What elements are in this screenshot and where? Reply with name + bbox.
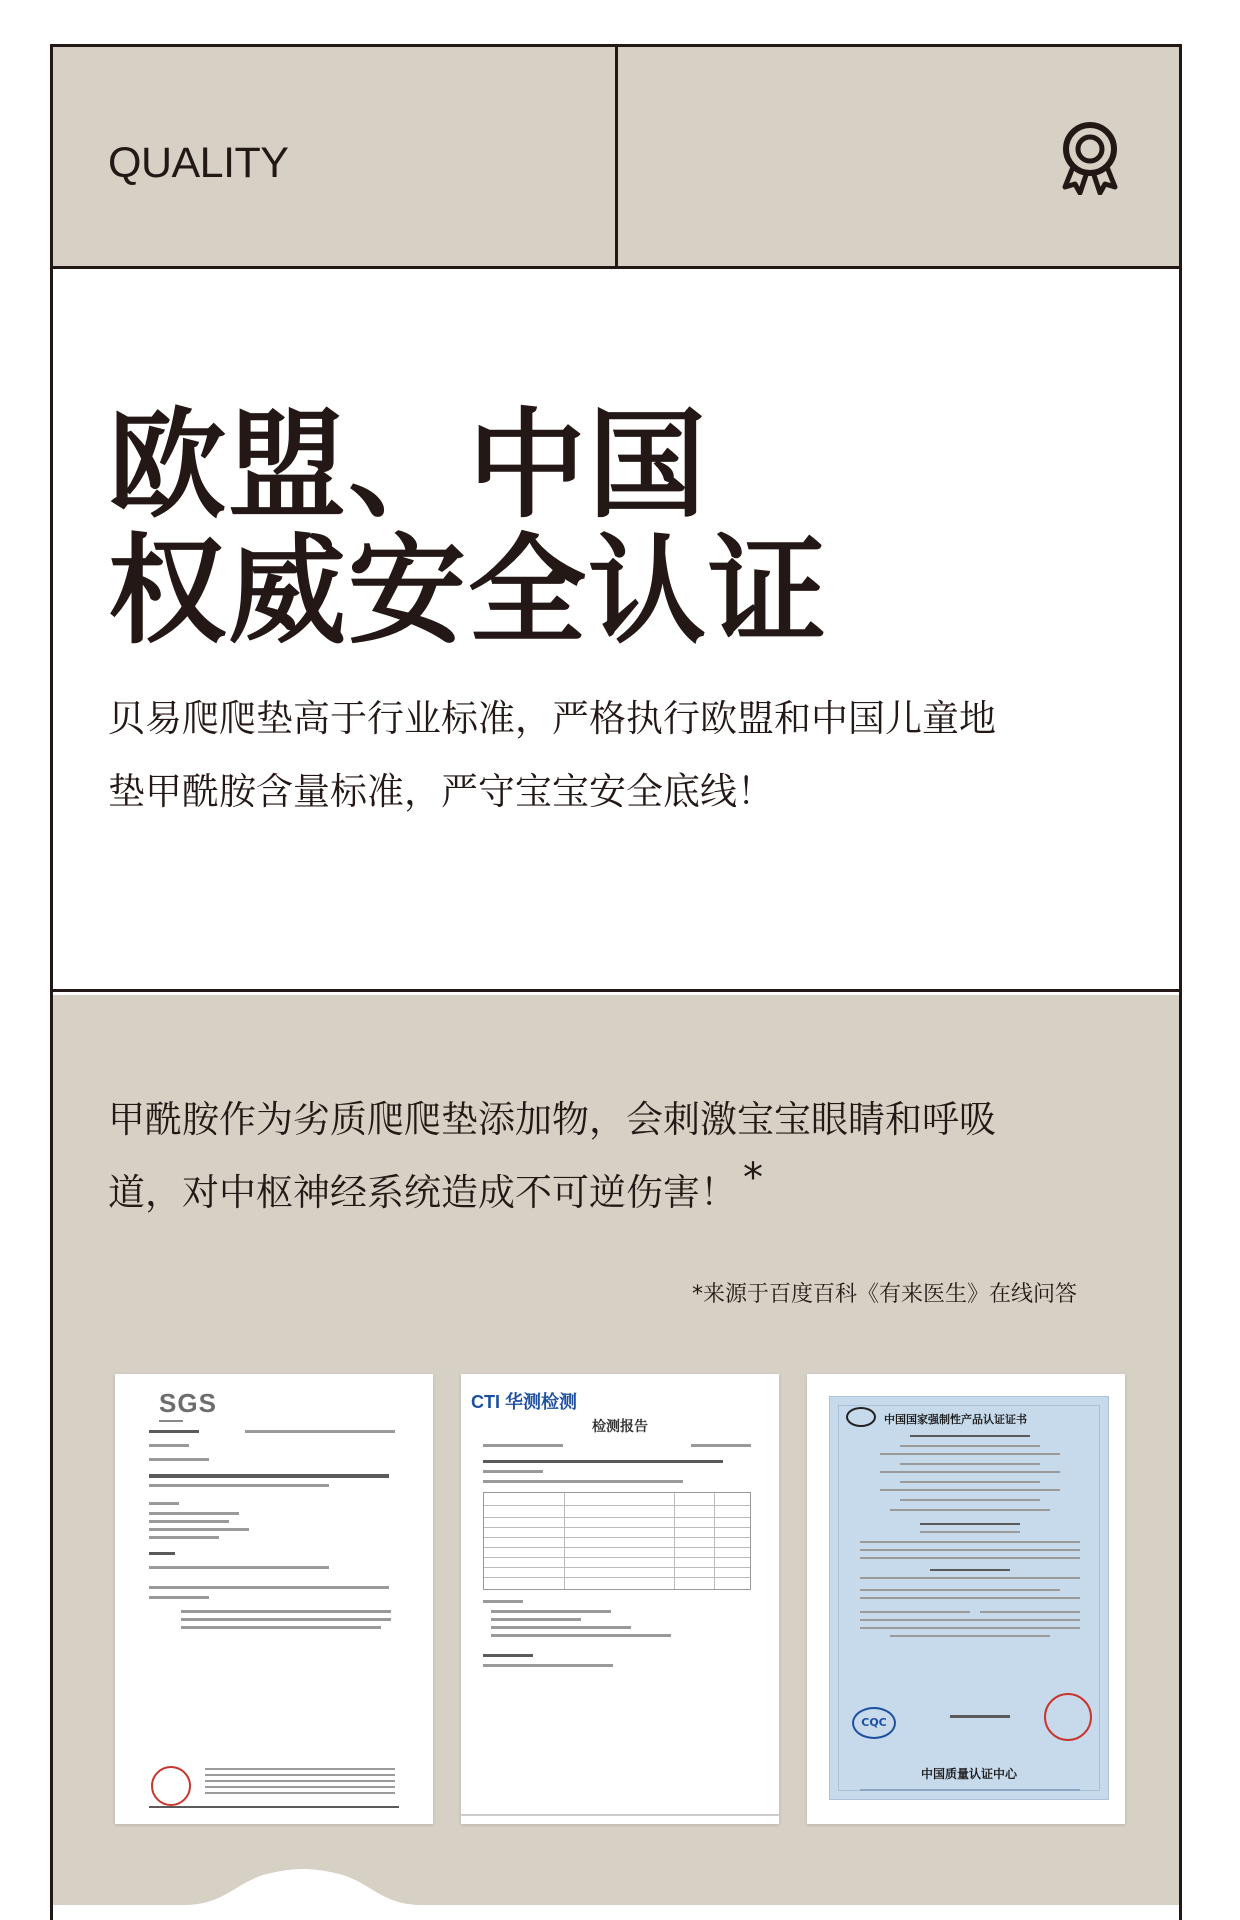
headline-line-1: 欧盟、中国 bbox=[108, 396, 709, 534]
cti-certificate[interactable] bbox=[461, 1374, 779, 1824]
intro-section bbox=[53, 272, 1179, 992]
source-note: *来源于百度百科《有来医生》在线问答 bbox=[691, 1282, 1077, 1307]
cti-report-title: 检测报告 bbox=[592, 1419, 648, 1435]
description bbox=[108, 682, 1128, 828]
quality-label: QUALITY bbox=[108, 139, 289, 187]
sgs-certificate[interactable] bbox=[115, 1374, 433, 1824]
warning-line-2-text: 道，对中枢神经系统造成不可逆伤害！ bbox=[108, 1171, 737, 1214]
medal-icon bbox=[1059, 121, 1121, 195]
ccc-issuer: 中国质量认证中心 bbox=[920, 1767, 1017, 1781]
cqc-logo: CQC bbox=[852, 1707, 896, 1739]
certificate-section bbox=[53, 995, 1179, 1920]
ccc-certificate[interactable] bbox=[807, 1374, 1125, 1824]
header-bar bbox=[53, 47, 1179, 269]
warning-line-1: 甲酰胺作为劣质爬爬垫添加物，会刺激宝宝眼睛和呼吸 bbox=[108, 1098, 996, 1141]
ccc-red-stamp bbox=[1044, 1693, 1092, 1741]
bottom-wave bbox=[53, 1865, 1179, 1920]
description-line-2: 垫甲酰胺含量标准，严守宝宝安全底线！ bbox=[108, 770, 774, 813]
cti-logo: CTI 华测检测 bbox=[471, 1392, 577, 1412]
ccc-certificate-body bbox=[829, 1396, 1109, 1800]
page-frame bbox=[50, 44, 1182, 1920]
ccc-title: 中国国家强制性产品认证证书 bbox=[884, 1413, 1027, 1426]
ccc-mark-icon bbox=[846, 1407, 876, 1427]
sgs-logo: SGS bbox=[159, 1388, 217, 1418]
headline-line-2: 权威安全认证 bbox=[108, 522, 829, 660]
warning-line-2 bbox=[108, 1156, 996, 1229]
warning-text bbox=[108, 1083, 996, 1229]
header-divider bbox=[615, 47, 618, 269]
description-line-1: 贝易爬爬垫高于行业标准，严格执行欧盟和中国儿童地 bbox=[108, 697, 996, 740]
headline bbox=[108, 396, 829, 660]
footnote-mark: * bbox=[743, 1155, 763, 1201]
cti-result-table bbox=[483, 1492, 751, 1590]
sgs-stamp bbox=[151, 1766, 191, 1806]
